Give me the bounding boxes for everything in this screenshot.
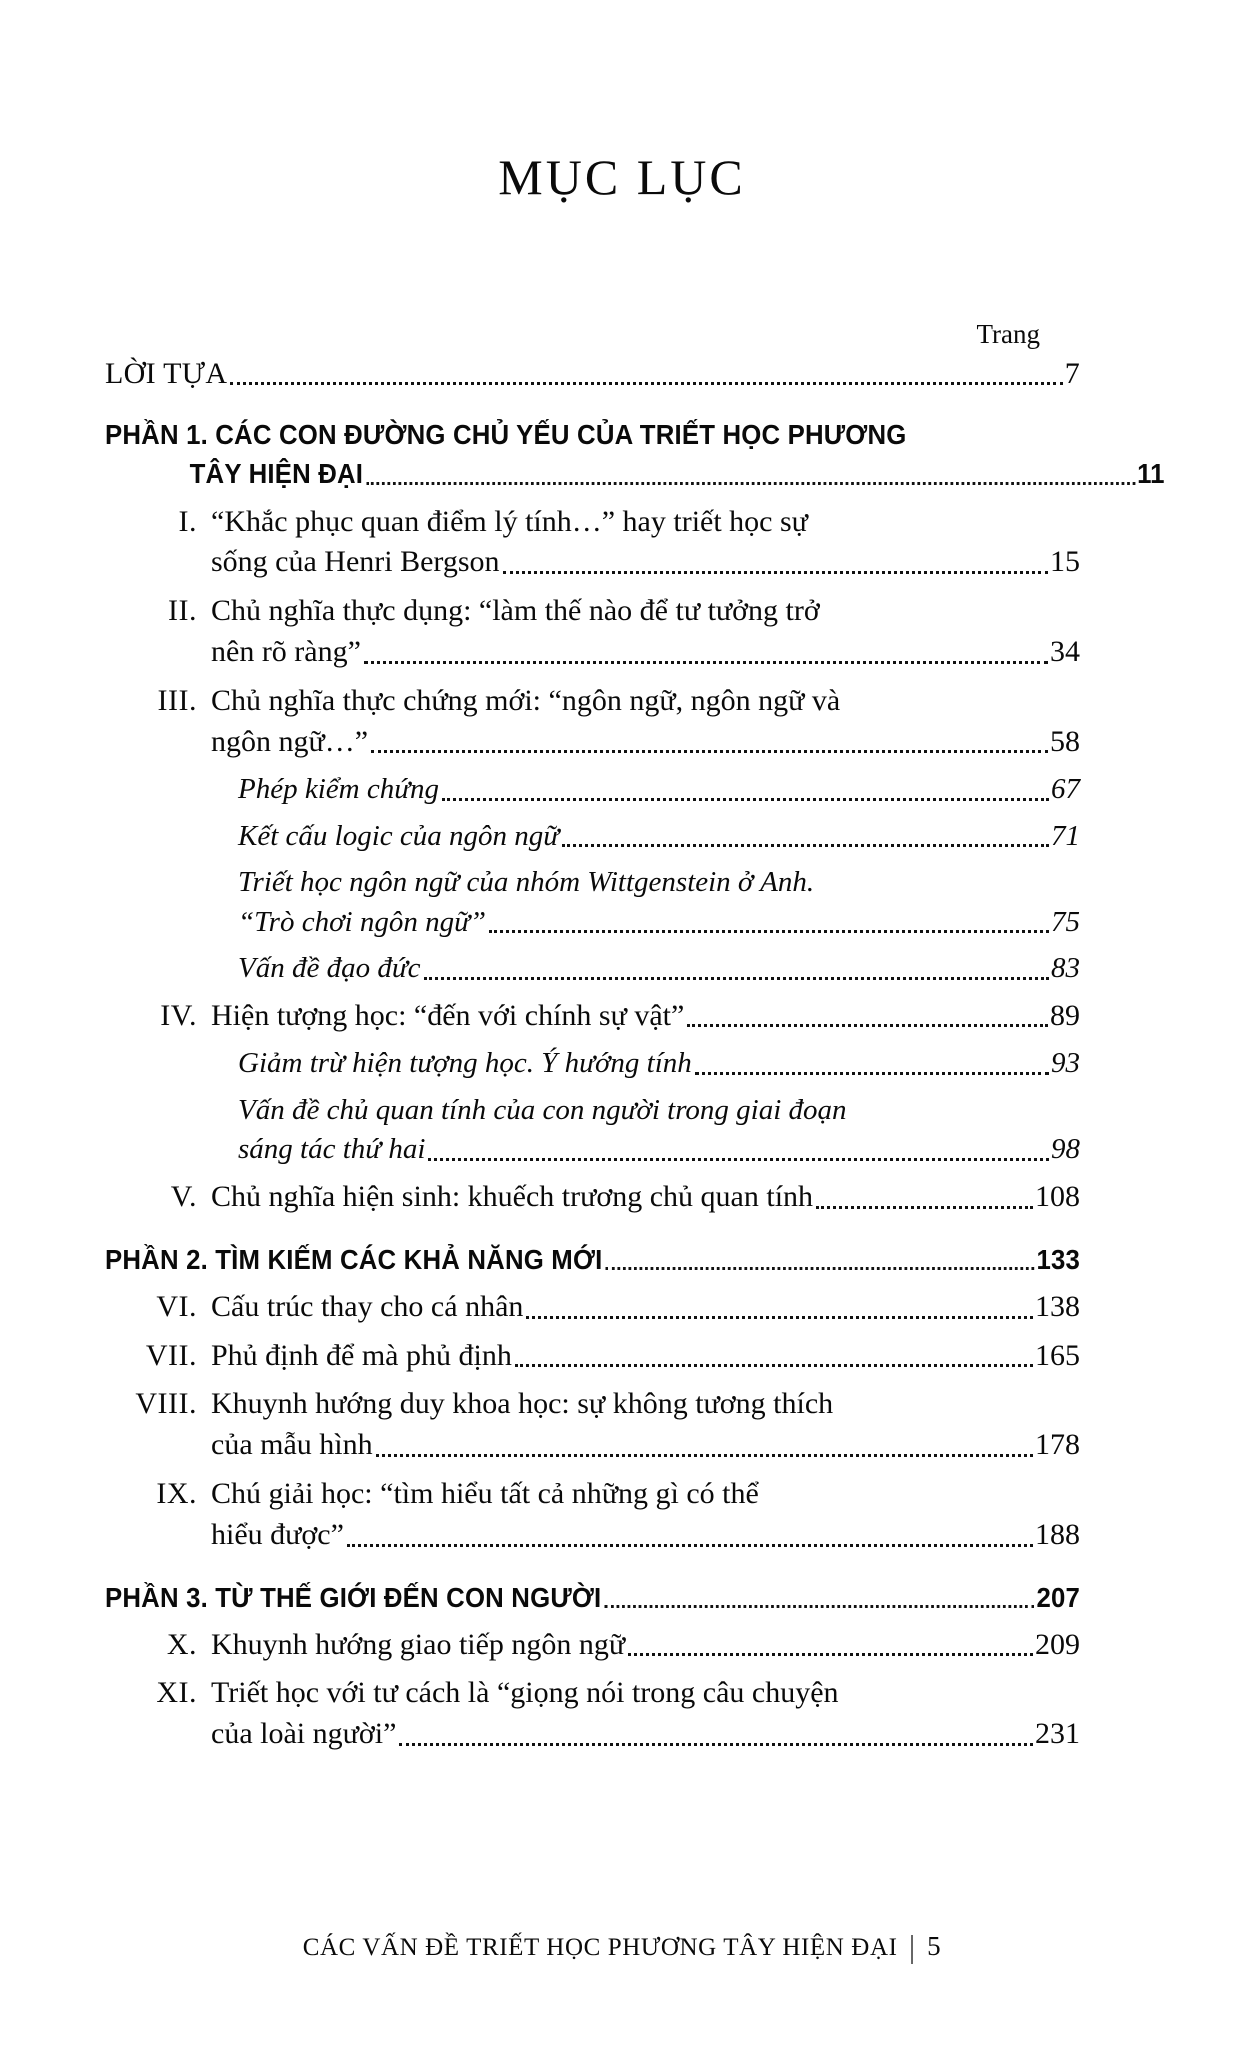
toc-subentry-page: 71 (1051, 819, 1080, 852)
toc-chapter[interactable] (105, 996, 1080, 1037)
toc-chapter[interactable] (105, 1177, 1080, 1218)
toc-chapter-body (211, 1287, 1080, 1328)
toc-subentry-text: Phép kiểm chứng (238, 773, 440, 806)
toc-chapter-page: 178 (1035, 1428, 1080, 1462)
toc-chapter-body (211, 591, 1080, 673)
toc-chapter-page: 108 (1035, 1179, 1080, 1213)
dot-leader (376, 1454, 1033, 1457)
page-column-header: Trang (976, 319, 1040, 349)
toc-chapter-text: Chú giải học: “tìm hiểu tất cả những gì có thể (211, 1476, 759, 1510)
toc-chapter-numeral: VII. (145, 1338, 197, 1372)
toc-chapter-body (211, 996, 1080, 1037)
toc-chapter-text: Khuynh hướng duy khoa học: sự không tương thích (211, 1387, 834, 1421)
toc-subentry-text: “Trò chơi ngôn ngữ” (238, 905, 487, 938)
toc-chapter-text: “Khắc phục quan điểm lý tính…” hay triết học sự (211, 504, 808, 538)
toc-chapter[interactable] (105, 1625, 1080, 1666)
toc-entry-list (105, 319, 1165, 1763)
toc-chapter[interactable] (105, 1336, 1080, 1377)
toc-subentry[interactable] (105, 1044, 1080, 1083)
toc-part-text: PHẦN 2. TÌM KIẾM CÁC KHẢ NĂNG MỚI (105, 1243, 603, 1275)
toc-chapter[interactable] (105, 1673, 1080, 1755)
footer-imprint: CÁC VẤN ĐỀ TRIẾT HỌC PHƯƠNG TÂY HIỆN ĐẠI (302, 1934, 898, 1961)
toc-subentry-text: sáng tác thứ hai (238, 1133, 426, 1166)
toc-entry[interactable] (105, 354, 1080, 394)
toc-chapter-text: Chủ nghĩa hiện sinh: khuếch trương chủ quan tính (211, 1179, 814, 1213)
toc-chapter-numeral: I. (178, 504, 197, 538)
toc-chapter-page: 231 (1035, 1717, 1080, 1751)
toc-subentry-page: 83 (1051, 952, 1080, 985)
toc-part-page: 11 (1137, 458, 1165, 490)
dot-leader (605, 1267, 1034, 1270)
toc-subentry[interactable] (105, 863, 1080, 942)
toc-chapter-text: ngôn ngữ…” (211, 724, 369, 758)
toc-subentry[interactable] (105, 949, 1080, 988)
dot-leader (604, 1605, 1035, 1608)
page-footer (0, 1930, 1244, 1965)
page-title: MỤC LỤC (498, 149, 746, 205)
toc-chapter-text: của loài người” (211, 1717, 397, 1751)
toc-part-text: TÂY HIỆN ĐẠI (189, 458, 364, 490)
toc-chapter-text: Chủ nghĩa thực dụng: “làm thế nào để tư tưởng trở (211, 594, 820, 628)
toc-subentry-text: Vấn đề chủ quan tính của con người trong giai đoạn (238, 1093, 847, 1126)
toc-chapter[interactable] (105, 591, 1080, 673)
toc-chapter-numeral: IV. (160, 998, 197, 1032)
toc-part-heading[interactable] (105, 1578, 1080, 1617)
toc-part-heading[interactable] (105, 415, 1165, 493)
toc-chapter-text: Phủ định để mà phủ định (211, 1338, 512, 1372)
dot-leader (816, 1206, 1033, 1209)
toc-chapter-page: 165 (1035, 1338, 1080, 1372)
toc-chapter-text: Hiện tượng học: “đến với chính sự vật” (211, 998, 685, 1032)
toc-chapter-numeral: III. (157, 683, 197, 717)
toc-chapter-body (211, 1177, 1080, 1218)
toc-chapter-numeral: VI. (156, 1289, 197, 1323)
toc-subentry[interactable] (105, 817, 1080, 856)
dot-leader (442, 798, 1049, 801)
toc-chapter-page: 58 (1050, 724, 1080, 758)
dot-leader (364, 661, 1048, 664)
dot-leader (695, 1072, 1049, 1075)
toc-chapter-text: của mẫu hình (211, 1428, 373, 1462)
toc-subentry-text: Giảm trừ hiện tượng học. Ý hướng tính (238, 1047, 692, 1080)
toc-chapter[interactable] (105, 681, 1080, 763)
toc-chapter[interactable] (105, 502, 1080, 584)
toc-subentry-page: 98 (1051, 1133, 1080, 1166)
toc-chapter-page: 209 (1035, 1627, 1080, 1661)
dot-leader (687, 1024, 1048, 1027)
dot-leader (428, 1158, 1049, 1161)
dot-leader (562, 844, 1049, 847)
toc-chapter-page: 138 (1035, 1289, 1080, 1323)
dot-leader (526, 1316, 1033, 1319)
toc-chapter-text: Khuynh hướng giao tiếp ngôn ngữ (211, 1627, 626, 1661)
dot-leader (424, 977, 1049, 980)
toc-chapter-body (211, 1384, 1080, 1466)
toc-chapter-text: Cấu trúc thay cho cá nhân (211, 1289, 524, 1323)
toc-chapter-text: Chủ nghĩa thực chứng mới: “ngôn ngữ, ngôn ngữ và (211, 683, 841, 717)
footer-separator: | (909, 1930, 916, 1965)
dot-leader (399, 1743, 1033, 1746)
dot-leader (366, 482, 1135, 485)
toc-chapter-body (211, 1673, 1080, 1755)
toc-subentry-text: Kết cấu logic của ngôn ngữ (238, 819, 560, 852)
dot-leader (628, 1653, 1033, 1656)
toc-chapter-page: 34 (1050, 635, 1080, 669)
dot-leader (230, 382, 1062, 385)
toc-entries-root (105, 354, 1165, 1755)
toc-chapter[interactable] (105, 1474, 1080, 1556)
toc-part-heading[interactable] (105, 1240, 1080, 1279)
toc-chapter-body (211, 502, 1080, 584)
toc-subentry-page: 93 (1051, 1047, 1080, 1080)
toc-chapter[interactable] (105, 1287, 1080, 1328)
toc-chapter-body (211, 681, 1080, 763)
toc-chapter-text: hiểu được” (211, 1517, 344, 1551)
toc-subentry[interactable] (105, 770, 1080, 809)
toc-chapter-text: Triết học với tư cách là “giọng nói trong câu chuyện (211, 1676, 839, 1710)
toc-chapter-page: 15 (1050, 545, 1080, 579)
footer-folio: 5 (927, 1931, 942, 1961)
toc-entry-text: LỜI TỰA (105, 356, 228, 390)
toc-part-text: PHẦN 3. TỪ THẾ GIỚI ĐẾN CON NGƯỜI (105, 1581, 602, 1613)
toc-subentry-page: 67 (1051, 773, 1080, 806)
toc-chapter-body (211, 1625, 1080, 1666)
toc-chapter-page: 89 (1050, 998, 1080, 1032)
toc-part-page: 207 (1036, 1581, 1081, 1613)
toc-subentry-text: Triết học ngôn ngữ của nhóm Wittgenstein ở Anh. (238, 866, 815, 899)
dot-leader (347, 1544, 1033, 1547)
toc-chapter-numeral: II. (168, 594, 197, 628)
toc-part-page: 133 (1036, 1243, 1081, 1275)
dot-leader (489, 930, 1049, 933)
toc-chapter-body (211, 1336, 1080, 1377)
toc-chapter-numeral: X. (166, 1627, 197, 1661)
toc-subentry-page: 75 (1051, 905, 1080, 938)
toc-chapter-body (211, 1474, 1080, 1556)
toc-part-text: PHẦN 1. CÁC CON ĐƯỜNG CHỦ YẾU CỦA TRIẾT HỌC PHƯƠNG (105, 419, 907, 451)
toc-chapter-numeral: V. (170, 1179, 197, 1213)
toc-chapter-numeral: XI. (156, 1676, 197, 1710)
toc-chapter-numeral: IX. (156, 1476, 197, 1510)
toc-chapter-text: nên rõ ràng” (211, 635, 361, 669)
toc-subentry-text: Vấn đề đạo đức (238, 952, 421, 985)
toc-entry-page: 7 (1064, 356, 1080, 390)
toc-chapter-text: sống của Henri Bergson (211, 545, 500, 579)
toc-chapter-numeral: VIII. (135, 1387, 197, 1421)
dot-leader (371, 750, 1048, 753)
toc-chapter[interactable] (105, 1384, 1080, 1466)
toc-subentry[interactable] (105, 1091, 1080, 1170)
dot-leader (515, 1364, 1033, 1367)
toc-chapter-page: 188 (1035, 1517, 1080, 1551)
dot-leader (503, 571, 1048, 574)
